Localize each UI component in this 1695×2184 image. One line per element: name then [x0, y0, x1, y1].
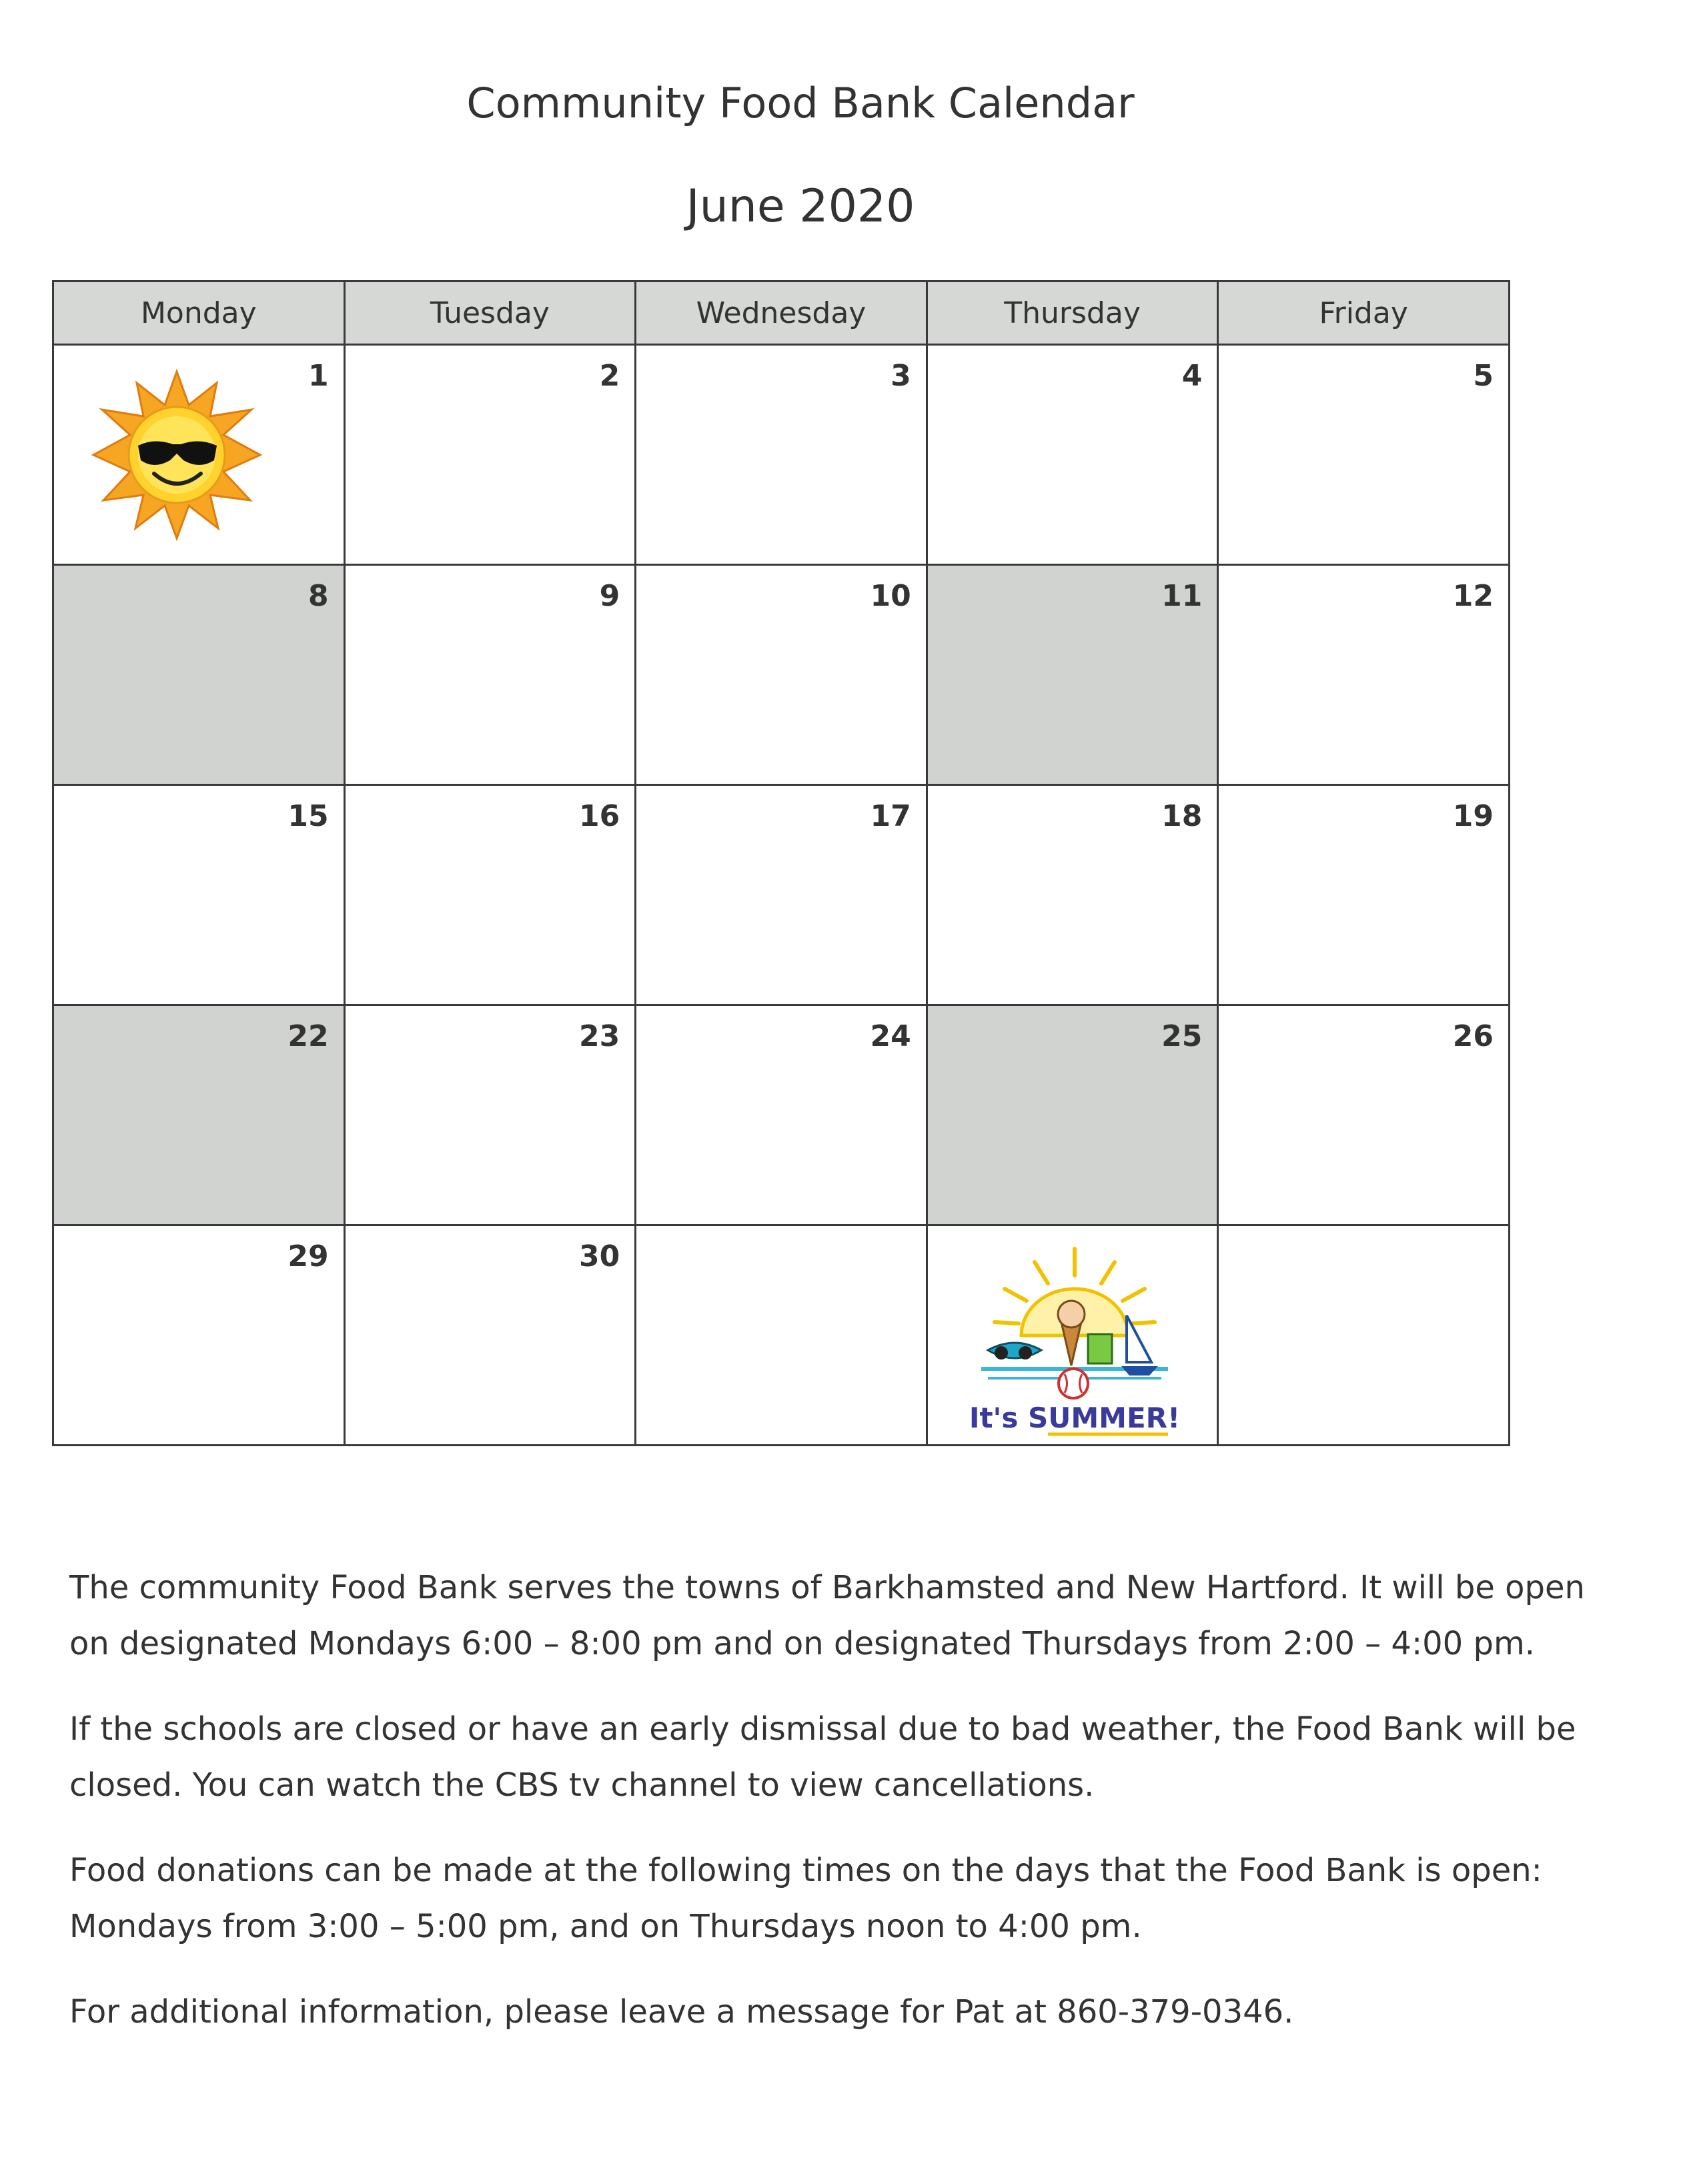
day-cell: [344, 345, 636, 565]
day-number: 29: [288, 1239, 329, 1273]
day-number: 15: [288, 799, 329, 833]
weekday-header: Monday: [53, 282, 345, 345]
day-number: 26: [1452, 1019, 1494, 1053]
day-cell: [344, 785, 636, 1005]
weekday-header-row: [53, 282, 1510, 345]
notes-paragraph-contact: For additional information, please leave a message for Pat at 860-379-0346.: [69, 1993, 1294, 2031]
week-row: [53, 345, 1510, 565]
day-cell: [1218, 345, 1510, 565]
day-number: 5: [1473, 359, 1494, 393]
day-number: 11: [1161, 579, 1203, 613]
day-number: 16: [578, 799, 620, 833]
day-number: 3: [891, 359, 911, 393]
day-number: 24: [870, 1019, 911, 1053]
weekday-header: Friday: [1218, 282, 1510, 345]
day-cell-empty: [636, 1225, 927, 1446]
day-cell: [636, 785, 927, 1005]
its-summer-clipart-icon: [968, 1235, 1181, 1442]
day-number: 17: [870, 799, 911, 833]
day-cell: [53, 345, 345, 565]
day-cell-shaded: [927, 1005, 1218, 1225]
day-cell: [927, 785, 1218, 1005]
day-number: 1: [308, 359, 329, 393]
day-number: 2: [599, 359, 620, 393]
weekday-header: Tuesday: [344, 282, 636, 345]
calendar-grid: [52, 280, 1510, 1446]
day-cell: [344, 1225, 636, 1446]
day-cell: [1218, 565, 1510, 785]
week-row: [53, 785, 1510, 1005]
day-number: 18: [1161, 799, 1203, 833]
day-cell: [344, 565, 636, 785]
day-number: 22: [288, 1019, 329, 1053]
its-summer-label: It's SUMMER!: [969, 1402, 1180, 1434]
day-cell: [53, 1225, 345, 1446]
page-title: Community Food Bank Calendar: [466, 79, 1135, 127]
day-cell: [636, 565, 927, 785]
day-cell-shaded: [53, 1005, 345, 1225]
week-row: [53, 565, 1510, 785]
day-cell-empty: [1218, 1225, 1510, 1446]
day-cell: [927, 345, 1218, 565]
day-number: 23: [578, 1019, 620, 1053]
weekday-header: Thursday: [927, 282, 1218, 345]
notes-paragraph-donations: Food donations can be made at the following times on the days that the Food Bank is open: Mondays from 3:00 – 5:00 pm, and on Thursdays noon to 4:00 pm.: [69, 1852, 1542, 1945]
day-cell-shaded: [927, 565, 1218, 785]
week-row: [53, 1005, 1510, 1225]
food-bank-notes: [69, 1560, 1630, 2069]
day-cell: [636, 345, 927, 565]
day-cell: [344, 1005, 636, 1225]
day-number: 4: [1181, 359, 1203, 393]
day-cell: [636, 1005, 927, 1225]
sun-sunglasses-icon: [90, 368, 263, 542]
week-row: [53, 1225, 1510, 1446]
day-cell-shaded: [53, 565, 345, 785]
day-cell-empty: [927, 1225, 1218, 1446]
day-cell: [1218, 1005, 1510, 1225]
day-cell: [1218, 785, 1510, 1005]
day-number: 10: [870, 579, 911, 613]
day-number: 25: [1161, 1019, 1203, 1053]
calendar-month-heading: June 2020: [686, 180, 915, 233]
day-number: 9: [599, 579, 620, 613]
day-number: 19: [1452, 799, 1494, 833]
day-number: 8: [308, 579, 329, 613]
notes-paragraph-weather: If the schools are closed or have an early dismissal due to bad weather, the Food Bank will be closed. You can watch the CBS tv channel to view cancellations.: [69, 1710, 1576, 1804]
notes-paragraph-schedule: The community Food Bank serves the towns of Barkhamsted and New Hartford. It will be open on designated Mondays 6:00 – 8:00 pm and on designated Thursdays from 2:00 – 4:00 pm.: [69, 1569, 1585, 1662]
day-number: 12: [1452, 579, 1494, 613]
day-cell: [53, 785, 345, 1005]
day-number: 30: [578, 1239, 620, 1273]
weekday-header: Wednesday: [636, 282, 927, 345]
